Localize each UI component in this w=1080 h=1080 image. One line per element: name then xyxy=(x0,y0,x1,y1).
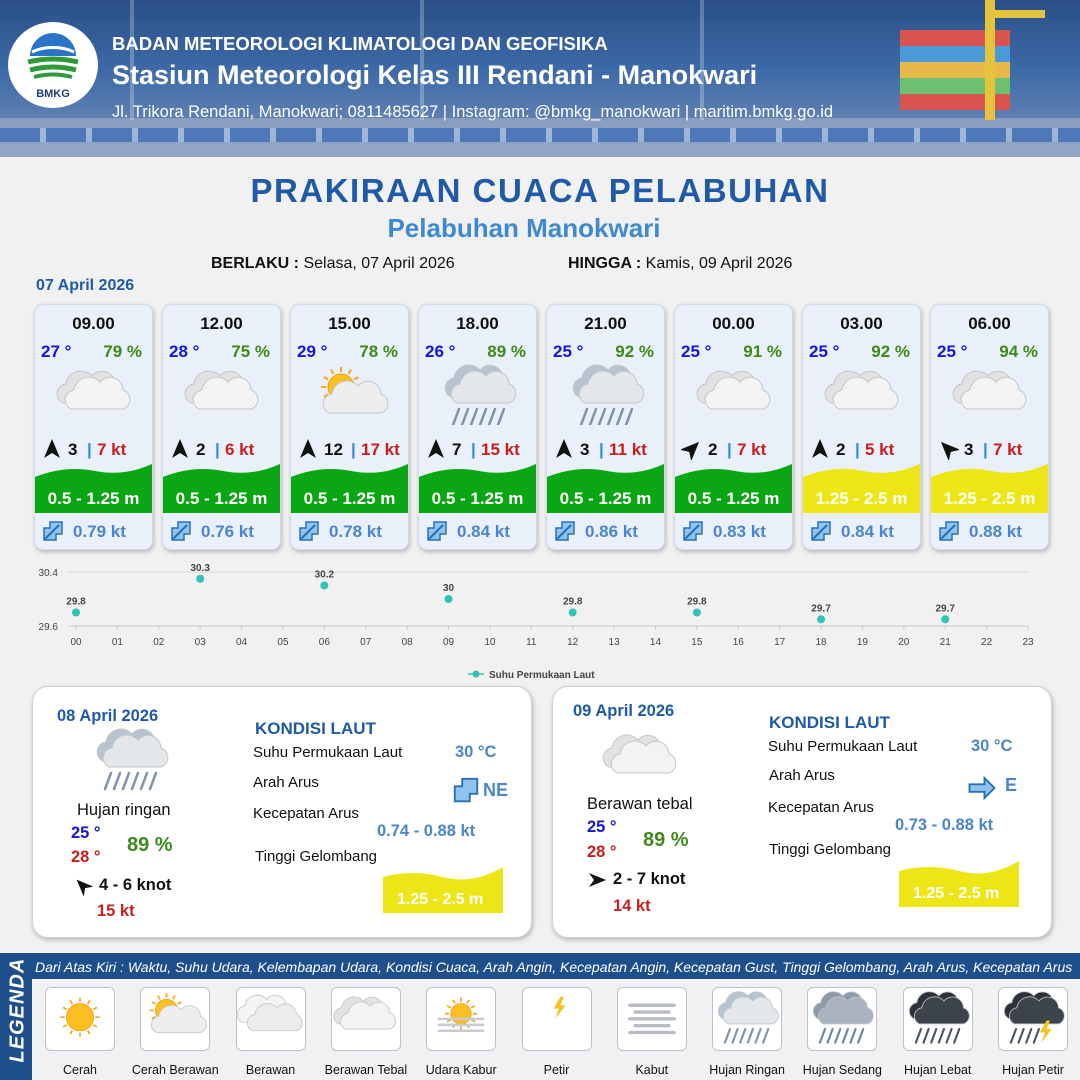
data-label: 30.2 xyxy=(314,569,335,581)
current-speed: 0.74 - 0.88 kt xyxy=(377,822,476,840)
x-tick-label: 23 xyxy=(1022,637,1034,648)
legend xyxy=(0,953,1080,1080)
day1-date: 07 April 2026 xyxy=(36,277,135,294)
x-tick-label: 14 xyxy=(649,637,662,648)
wind-direction-icon xyxy=(297,438,319,460)
legend-label: Suhu Permukaan Laut xyxy=(489,670,595,681)
x-tick-label: 11 xyxy=(526,637,537,648)
udara-kabur-icon xyxy=(427,988,495,1048)
humidity: 91 % xyxy=(743,342,782,361)
legend-item xyxy=(331,987,401,1051)
x-tick-label: 19 xyxy=(856,637,868,648)
current-arrow-icon xyxy=(425,519,449,543)
berawan-tebal-icon xyxy=(183,363,263,425)
panel-wave: 1.25 - 2.5 m xyxy=(397,891,484,908)
forecast-card xyxy=(930,304,1049,550)
data-point xyxy=(196,575,204,583)
wind-direction-icon xyxy=(809,438,831,460)
current-speed-label: Kecepatan Arus xyxy=(768,799,874,816)
forecast-card xyxy=(546,304,665,550)
berawan-tebal-icon xyxy=(951,363,1031,425)
humidity: 92 % xyxy=(871,342,910,361)
hujan-petir-icon xyxy=(999,988,1067,1048)
legend-item xyxy=(236,987,306,1051)
current-arrow-icon xyxy=(681,519,705,543)
valid-from-label: BERLAKU : xyxy=(211,255,299,272)
separator: | xyxy=(599,440,604,459)
x-tick-label: 00 xyxy=(70,637,82,648)
current-speed: 0.86 kt xyxy=(585,522,638,541)
berawan-tebal-icon xyxy=(823,363,903,425)
data-point xyxy=(817,615,825,623)
panel-date: 09 April 2026 xyxy=(573,702,675,720)
legend-item-label: Hujan Lebat xyxy=(903,1063,972,1077)
wave-label: Tinggi Gelombang xyxy=(769,841,892,858)
legend-marker xyxy=(473,671,480,678)
day2-panel xyxy=(32,686,532,938)
wind-direction-icon xyxy=(587,870,607,890)
panel-gust: 15 kt xyxy=(97,902,135,920)
separator: | xyxy=(351,440,356,459)
legend-item-label: Cerah Berawan xyxy=(131,1063,219,1077)
wind-direction-icon xyxy=(169,438,191,460)
panel-temp-min: 25 ° xyxy=(71,824,101,842)
panel-temp-max: 28 ° xyxy=(587,843,617,861)
separator: | xyxy=(983,440,988,459)
air-temperature: 26 ° xyxy=(425,342,456,361)
legend-item xyxy=(45,987,115,1051)
legend-item-label: Cerah xyxy=(62,1063,98,1077)
wind-speed: 3 xyxy=(68,440,78,459)
page-title: PRAKIRAAN CUACA PELABUHAN xyxy=(250,172,830,209)
sea-condition-heading: KONDISI LAUT xyxy=(769,713,890,732)
legend-item-label: Berawan xyxy=(245,1063,296,1077)
hujan-ringan-icon xyxy=(713,988,781,1048)
current-speed: 0.84 kt xyxy=(457,522,510,541)
berawan-tebal-icon xyxy=(332,988,400,1048)
valid-to-label: HINGGA : xyxy=(568,255,642,272)
forecast-time: 12.00 xyxy=(200,314,243,333)
wind-speed: 2 xyxy=(196,440,206,459)
current-direction-label: Arah Arus xyxy=(769,767,835,784)
gust-speed: 7 kt xyxy=(97,440,127,459)
panel-condition: Hujan ringan xyxy=(77,801,171,819)
panel-temp-max: 28 ° xyxy=(71,848,101,866)
humidity: 75 % xyxy=(231,342,270,361)
wave-height: 1.25 - 2.5 m xyxy=(943,489,1036,508)
data-label: 29.8 xyxy=(66,596,86,608)
berawan-icon xyxy=(237,988,305,1048)
legend-item xyxy=(998,987,1068,1051)
data-label: 29.7 xyxy=(811,603,831,615)
data-label: 29.8 xyxy=(687,596,707,608)
logo-text: BMKG xyxy=(36,88,70,100)
air-temperature: 28 ° xyxy=(169,342,200,361)
gust-speed: 15 kt xyxy=(481,440,520,459)
data-point xyxy=(445,595,453,603)
wind-speed: 3 xyxy=(964,440,974,459)
legend-item xyxy=(426,987,496,1051)
gust-speed: 7 kt xyxy=(737,440,767,459)
current-direction: NE xyxy=(483,780,509,800)
x-tick-label: 10 xyxy=(484,637,496,648)
forecast-time: 09.00 xyxy=(72,314,115,333)
legend-item-label: Petir xyxy=(543,1063,570,1077)
wave-height: 0.5 - 1.25 m xyxy=(175,489,268,508)
x-tick-label: 17 xyxy=(774,637,786,648)
wave-height: 1.25 - 2.5 m xyxy=(815,489,908,508)
wind-direction-icon xyxy=(73,876,93,896)
panel-gust: 14 kt xyxy=(613,897,651,915)
org-name: BADAN METEOROLOGI KLIMATOLOGI DAN GEOFISIKA xyxy=(112,33,608,54)
data-label: 29.7 xyxy=(935,603,955,615)
forecast-time: 06.00 xyxy=(968,314,1011,333)
wind-direction-icon xyxy=(553,438,575,460)
gust-speed: 17 kt xyxy=(361,440,400,459)
berawan-tebal-icon xyxy=(55,363,135,425)
data-label: 30 xyxy=(442,583,455,594)
current-speed: 0.84 kt xyxy=(841,522,894,541)
panel-humidity: 89 % xyxy=(643,829,689,851)
x-tick-label: 21 xyxy=(939,637,951,648)
x-tick-label: 04 xyxy=(236,637,248,648)
forecast-card xyxy=(34,304,153,550)
sea-condition-heading: KONDISI LAUT xyxy=(255,719,376,738)
cerah-berawan-icon xyxy=(311,363,391,425)
gust-speed: 7 kt xyxy=(993,440,1023,459)
forecast-time: 03.00 xyxy=(840,314,883,333)
data-label: 30.3 xyxy=(190,562,210,574)
wind-speed: 3 xyxy=(580,440,590,459)
x-tick-label: 02 xyxy=(153,637,165,648)
legend-item-label: Berawan Tebal xyxy=(324,1063,408,1077)
wind-speed: 2 xyxy=(836,440,846,459)
separator: | xyxy=(471,440,476,459)
x-tick-label: 13 xyxy=(608,637,620,648)
current-speed-label: Kecepatan Arus xyxy=(253,805,359,822)
current-arrow-icon xyxy=(451,775,481,805)
wave-height: 0.5 - 1.25 m xyxy=(431,489,524,508)
legend-item-label: Hujan Ringan xyxy=(709,1063,785,1077)
panel-temp-min: 25 ° xyxy=(587,818,617,836)
legend-item xyxy=(522,987,592,1051)
air-temperature: 25 ° xyxy=(553,342,584,361)
x-tick-label: 07 xyxy=(360,637,372,648)
panel-condition: Berawan tebal xyxy=(587,795,693,813)
legend-item-label: Udara Kabur xyxy=(425,1063,497,1077)
current-arrow-icon xyxy=(967,773,997,803)
data-point xyxy=(320,582,328,590)
legend-item xyxy=(712,987,782,1051)
legend-item xyxy=(807,987,877,1051)
sst-label: Suhu Permukaan Laut xyxy=(253,744,403,761)
contact-info: Jl. Trikora Rendani, Manokwari; 0811485627 | Instagram: @bmkg_manokwari | maritim.bmkg.go.id xyxy=(112,103,834,121)
forecast-card xyxy=(674,304,793,550)
current-speed: 0.79 kt xyxy=(73,522,126,541)
panel-wave: 1.25 - 2.5 m xyxy=(913,885,1000,902)
wind-speed: 2 xyxy=(708,440,718,459)
hujan-ringan-icon xyxy=(439,363,519,425)
bmkg-logo xyxy=(8,22,98,108)
current-arrow-icon xyxy=(41,519,65,543)
wind-direction-icon xyxy=(937,438,959,460)
data-point xyxy=(569,609,577,617)
x-tick-label: 01 xyxy=(111,637,123,648)
gust-speed: 5 kt xyxy=(865,440,895,459)
x-tick-label: 08 xyxy=(401,637,413,648)
humidity: 92 % xyxy=(615,342,654,361)
legend-description: Dari Atas Kiri : Waktu, Suhu Udara, Kelembapan Udara, Kondisi Cuaca, Arah Angin, Kecepatan Angin, Kecepatan Gust, Tinggi Gelombang, Arah Arus, Kecepatan Arus xyxy=(35,959,1073,975)
legend-title: LEGENDA xyxy=(6,957,29,1063)
valid-to xyxy=(568,255,792,273)
forecast-card xyxy=(802,304,921,550)
separator: | xyxy=(87,440,92,459)
gust-speed: 11 kt xyxy=(609,440,647,459)
air-temperature: 25 ° xyxy=(809,342,840,361)
current-arrow-icon xyxy=(809,519,833,543)
data-point xyxy=(72,609,80,617)
current-direction-label: Arah Arus xyxy=(253,774,319,791)
current-speed: 0.76 kt xyxy=(201,522,254,541)
data-point xyxy=(941,615,949,623)
wind-direction-icon xyxy=(41,438,63,460)
wave-height: 0.5 - 1.25 m xyxy=(559,489,652,508)
valid-from-value: Selasa, 07 April 2026 xyxy=(303,255,455,272)
wave-label: Tinggi Gelombang xyxy=(255,848,378,865)
humidity: 79 % xyxy=(103,342,142,361)
air-temperature: 29 ° xyxy=(297,342,328,361)
wave-height: 0.5 - 1.25 m xyxy=(47,489,140,508)
wind-direction-icon xyxy=(425,438,447,460)
cerah-icon xyxy=(46,988,114,1048)
humidity: 78 % xyxy=(359,342,398,361)
separator: | xyxy=(215,440,220,459)
x-tick-label: 16 xyxy=(732,637,744,648)
hujan-ringan-icon xyxy=(567,363,647,425)
sst-label: Suhu Permukaan Laut xyxy=(768,738,918,755)
x-tick-label: 05 xyxy=(277,637,289,648)
panel-date: 08 April 2026 xyxy=(57,707,159,725)
crane-arm xyxy=(985,10,1045,18)
current-arrow-icon xyxy=(937,519,961,543)
berawan-tebal-icon xyxy=(601,727,681,787)
y-tick-label: 29.6 xyxy=(38,622,58,633)
sea-surface-temp-chart xyxy=(30,562,1050,684)
forecast-time: 00.00 xyxy=(712,314,755,333)
forecast-card xyxy=(162,304,281,550)
humidity: 89 % xyxy=(487,342,526,361)
data-label: 29.8 xyxy=(562,596,583,608)
legend-item-label: Hujan Sedang xyxy=(802,1063,882,1077)
petir-icon xyxy=(523,988,591,1048)
current-direction: E xyxy=(1005,775,1018,795)
current-arrow-icon xyxy=(553,519,577,543)
legend-item xyxy=(140,987,210,1051)
x-tick-label: 09 xyxy=(442,637,455,648)
panel-wind: 4 - 6 knot xyxy=(99,876,172,894)
current-arrow-icon xyxy=(297,519,321,543)
wave-height: 0.5 - 1.25 m xyxy=(687,489,780,508)
valid-from xyxy=(211,255,455,273)
hujan-ringan-icon xyxy=(91,727,171,795)
panel-humidity: 89 % xyxy=(127,834,173,856)
day3-panel xyxy=(552,686,1052,938)
legend-item-label: Hujan Petir xyxy=(1002,1063,1064,1077)
x-tick-label: 06 xyxy=(318,637,330,648)
air-temperature: 27 ° xyxy=(41,342,72,361)
legend-item-label: Kabut xyxy=(635,1063,669,1077)
page-subtitle: Pelabuhan Manokwari xyxy=(387,213,661,243)
header-banner xyxy=(0,0,1080,157)
air-temperature: 25 ° xyxy=(937,342,968,361)
seats-row xyxy=(0,128,1080,142)
legend-item xyxy=(617,987,687,1051)
forecast-card xyxy=(418,304,537,550)
current-speed: 0.78 kt xyxy=(329,522,382,541)
current-speed: 0.73 - 0.88 kt xyxy=(895,816,994,834)
current-speed: 0.83 kt xyxy=(713,522,766,541)
gust-speed: 6 kt xyxy=(225,440,255,459)
forecast-card xyxy=(290,304,409,550)
x-tick-label: 03 xyxy=(194,637,206,648)
crane xyxy=(985,0,995,120)
sst-value: 30 °C xyxy=(971,737,1013,755)
x-tick-label: 15 xyxy=(691,637,703,648)
kabut-icon xyxy=(618,988,686,1048)
y-tick-label: 30.4 xyxy=(38,568,58,579)
x-tick-label: 18 xyxy=(815,637,827,648)
legend-item xyxy=(903,987,973,1051)
air-temperature: 25 ° xyxy=(681,342,712,361)
valid-to-value: Kamis, 09 April 2026 xyxy=(645,255,793,272)
data-point xyxy=(693,609,701,617)
separator: | xyxy=(727,440,732,459)
cerah-berawan-icon xyxy=(141,988,209,1048)
hujan-lebat-icon xyxy=(904,988,972,1048)
current-speed: 0.88 kt xyxy=(969,522,1022,541)
humidity: 94 % xyxy=(999,342,1038,361)
panel-wind: 2 - 7 knot xyxy=(613,870,686,888)
berawan-tebal-icon xyxy=(695,363,775,425)
forecast-time: 21.00 xyxy=(584,314,627,333)
forecast-time: 15.00 xyxy=(328,314,371,333)
forecast-time: 18.00 xyxy=(456,314,499,333)
wave-height: 0.5 - 1.25 m xyxy=(303,489,396,508)
x-tick-label: 20 xyxy=(898,637,910,648)
wind-speed: 7 xyxy=(452,440,462,459)
sst-value: 30 °C xyxy=(455,743,497,761)
x-tick-label: 12 xyxy=(567,637,579,648)
x-tick-label: 22 xyxy=(981,637,993,648)
current-arrow-icon xyxy=(169,519,193,543)
hujan-sedang-icon xyxy=(808,988,876,1048)
separator: | xyxy=(855,440,860,459)
wind-speed: 12 xyxy=(324,440,343,459)
station-name: Stasiun Meteorologi Kelas III Rendani - Manokwari xyxy=(112,60,758,90)
wind-direction-icon xyxy=(681,438,703,460)
